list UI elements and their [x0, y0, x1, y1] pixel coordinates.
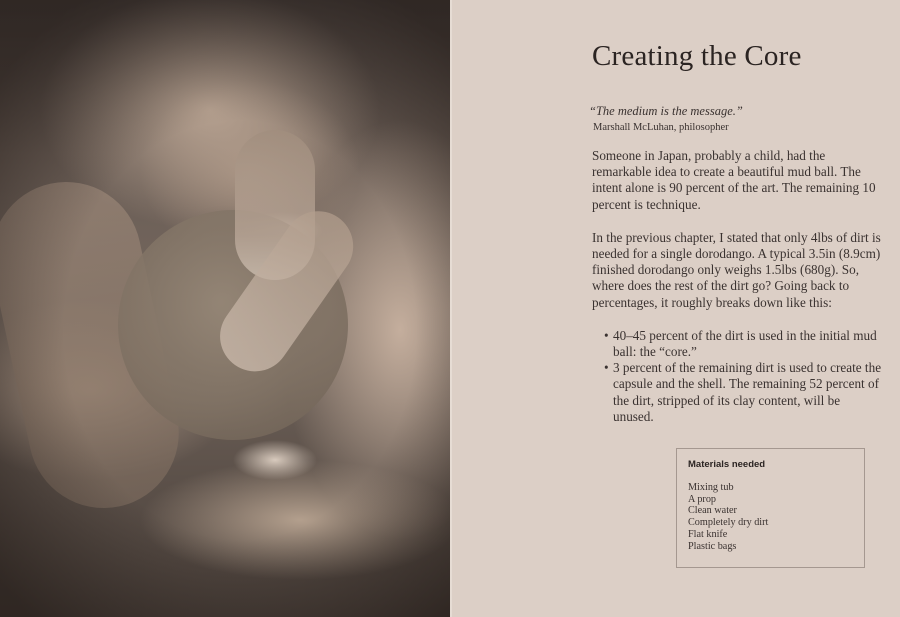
epigraph-quote: “The medium is the message.” — [589, 104, 743, 118]
bullet-item: • 40–45 percent of the dirt is used in the initial mud ball: the “core.” — [604, 328, 882, 360]
materials-needed-box — [676, 448, 865, 568]
material-item: Flat knife — [688, 528, 728, 540]
chapter-title: Creating the Core — [592, 40, 802, 72]
epigraph — [589, 104, 743, 134]
materials-list — [688, 482, 854, 552]
breakdown-list — [592, 328, 882, 425]
materials-heading: Materials needed — [688, 459, 766, 470]
page-gutter — [450, 0, 452, 617]
body-paragraph: In the previous chapter, I stated that only 4lbs of dirt is needed for a single dorodango. A typical 3.5in (8.9cm) finished dorodango only weighs 1.5lbs (680g). So, where does the rest of the dirt go? Going back to percentages, it roughly breaks down like this: — [592, 229, 881, 310]
body-paragraph: Someone in Japan, probably a child, had the remarkable idea to create a beautiful mud ball. The intent alone is 90 percent of the art. The remaining 10 percent is technique. — [592, 148, 876, 212]
body-text — [592, 148, 882, 425]
material-item: Plastic bags — [688, 540, 737, 552]
material-item: A prop — [688, 493, 717, 505]
material-item: Completely dry dirt — [688, 517, 769, 529]
material-item: Clean water — [688, 505, 737, 517]
bullet-item: • 3 percent of the remaining dirt is used to create the capsule and the shell. The remaining 52 percent of the dirt, stripped of its clay content, will be unused. — [604, 360, 882, 425]
epigraph-attribution: Marshall McLuhan, philosopher — [593, 122, 729, 133]
material-item: Mixing tub — [688, 482, 734, 493]
